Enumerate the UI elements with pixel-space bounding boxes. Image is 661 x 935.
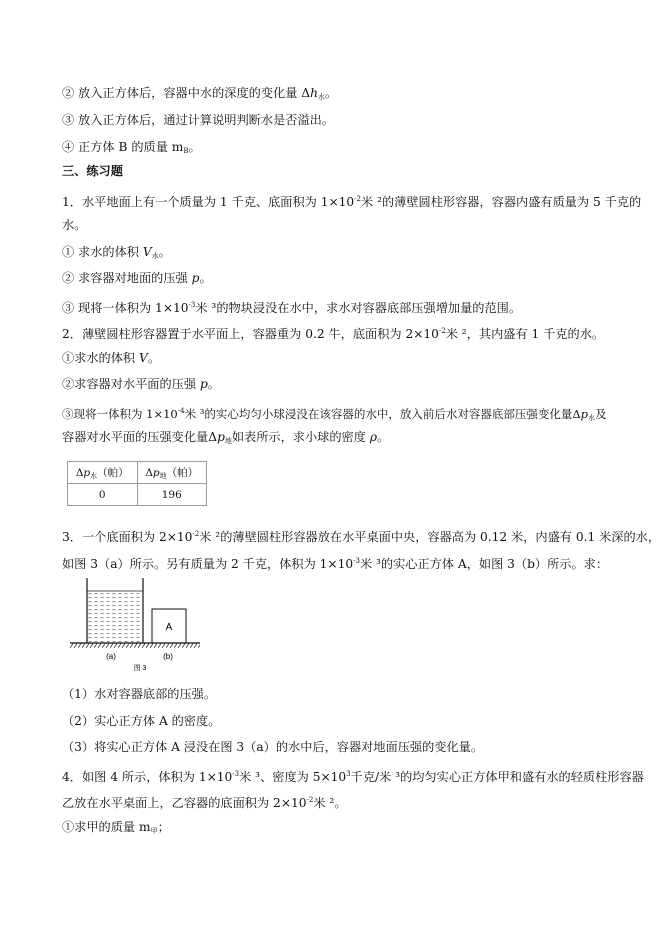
text-line: 乙放在水平桌面上，乙容器的底面积为 $2\times 10^{-2}$米 ²。 — [62, 796, 347, 810]
section-heading: 三、练习题 — [62, 164, 123, 178]
text-line: ①求甲的质量 $m_甲$； — [62, 820, 170, 835]
container-with-water — [87, 578, 143, 643]
text-line: 1．水平地面上有一个质量为 1 千克、底面积为 $1\times 10^{-2}$米 ²的薄壁圆柱形容器，容器内盛有质量为 5 千克的 — [62, 195, 642, 209]
text-line: ②求容器对水平面的压强 p。 — [62, 377, 220, 391]
label-b: (b) — [163, 652, 173, 661]
ground-line — [70, 643, 200, 648]
table-cell: 196 — [137, 484, 207, 506]
text-line: 3．一个底面积为 $2\times 10^{-2}$米 ²的薄壁圆柱形容器放在水平桌面中央，容器高为 0.12 米，内盛有 0.1 米深的水， — [62, 530, 661, 544]
text-line: 4．如图 4 所示，体积为 $1\times 10^{-3}$米 ³、密度为 $5\times 10^3$千克/米 ³的均匀实心正方体甲和盛有水的轻质柱形容器 — [62, 770, 644, 784]
text-line: ① 求水的体积 $V_水$。 — [62, 245, 171, 260]
text-line: ③现将一体积为 $1\times 10^{-4}$米 ³的实心均匀小球浸没在该容器的水中，放入前后水对容器底部压强变化量$\Delta p_水$及 — [62, 407, 607, 422]
text-line: （3）将实心正方体 A 浸没在图 3（a）的水中后，容器对地面压强的变化量。 — [62, 740, 484, 754]
text-line: 2．薄壁圆柱形容器置于水平面上，容器重为 0.2 牛，底面积为 $2\times 10^{-2}$米 ²，其内盛有 1 千克的水。 — [62, 327, 605, 341]
pressure-change-table — [67, 461, 207, 506]
text-line: ② 求容器对地面的压强 p。 — [62, 271, 212, 285]
table-header-row — [68, 462, 207, 484]
figure-caption: 图 3 — [133, 665, 147, 672]
text-line: 容器对水平面的压强变化量$\Delta p_地$如表所示，求小球的密度 ρ。 — [62, 430, 390, 445]
text-line: （2）实心正方体 A 的密度。 — [62, 714, 221, 728]
text-line: ④ 正方体 B 的质量 $m_B$。 — [62, 140, 201, 155]
text-line: 如图 3（a）所示。另有质量为 2 千克，体积为 $1\times 10^{-3}$米 ³的实心正方体 A，如图 3（b）所示。求： — [62, 557, 609, 571]
cube-label: A — [165, 622, 173, 633]
text-line: ①求水的体积 V。 — [62, 351, 160, 365]
table-cell: 0 — [68, 484, 138, 506]
table-header-cell: $\Delta p_地$（帕） — [137, 462, 207, 484]
text-line: ③ 现将一体积为 $1\times 10^{-3}$米 ³的物块浸没在水中，求水对容器底部压强增加量的范围。 — [62, 301, 522, 315]
label-a: (a) — [106, 652, 116, 661]
text-line: ② 放入正方体后，容器中水的深度的变化量 $\Delta h_水$。 — [62, 86, 338, 101]
text-line: ③ 放入正方体后，通过计算说明判断水是否溢出。 — [62, 113, 334, 127]
figure-3 — [70, 576, 200, 672]
table-header-cell: $\Delta p_水$（帕） — [68, 462, 138, 484]
table-row — [68, 484, 207, 506]
text-line: （1）水对容器底部的压强。 — [62, 687, 217, 701]
text-line: 水。 — [62, 218, 87, 232]
